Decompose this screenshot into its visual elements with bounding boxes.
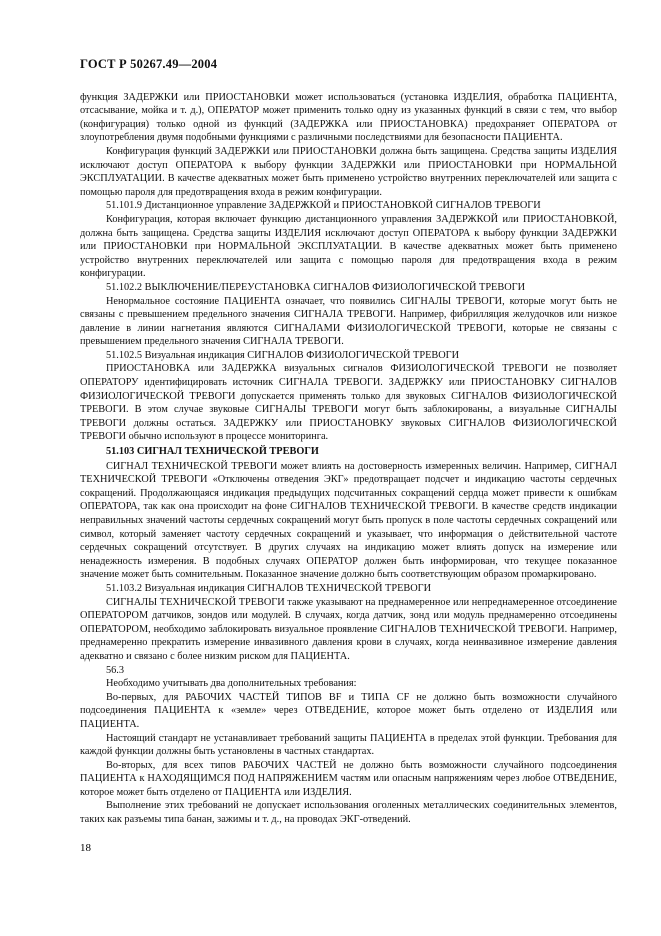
document-body	[80, 91, 617, 827]
paragraph: функция ЗАДЕРЖКИ или ПРИОСТАНОВКИ может использоваться (установка ИЗДЕЛИЯ, обработка ПАЦИЕНТА, отсасывание, мойка и т. д.), ОПЕРАТОР может применить только одну из указанных функций в связи с тем, что выбор (конфигурация) только одной из функций (ЗАДЕРЖКА или ПРИОСТАНОВКА) предохраняет ОПЕРАТОРА от злоупотребления двумя подобными функциями с различными последствиями для безопасности ПАЦИЕНТА.	[80, 91, 617, 144]
paragraph: СИГНАЛ ТЕХНИЧЕСКОЙ ТРЕВОГИ может влиять на достоверность измеренных величин. Например, СИГНАЛ ТЕХНИЧЕСКОЙ ТРЕВОГИ «Отключены отведения ЭКГ» предотвращает подсчет и индикацию частоты сердечных сокращений. Продолжающаяся индикация предыдущих подсчитанных сокращений сердца может привести к ошибкам ОПЕРАТОРА, так как она происходит на фоне СИГНАЛОВ ТЕХНИЧЕСКОЙ ТРЕВОГИ. В качестве средств индикации неправильных значений частоты сердечных сокращений могут быть пропуск в поле частоты сердечных сокращений или символ, который заменяет частоту сердечных сокращений и указывает, что информация о действительной частоте сердечных сокращений отсутствует. В других случаях на индикацию может влиять допуск на измерение или ненадежность измерения. В подобных случаях ОПЕРАТОР должен быть информирован, что текущее показанное значение может быть сомнительным. Показанное значение должно быть соответствующим образом промаркировано.	[80, 460, 617, 581]
paragraph: 56.3	[106, 664, 125, 676]
paragraph: Во-вторых, для всех типов РАБОЧИХ ЧАСТЕЙ не должно быть возможности случайного подсоединения ПАЦИЕНТА к НАХОДЯЩИМСЯ ПОД НАПРЯЖЕНИЕМ частям или опасным напряжениям через любое ОТВЕДЕНИЕ, которое может быть отделено от ПАЦИЕНТА или ИЗДЕЛИЯ.	[80, 759, 617, 798]
paragraph: ПРИОСТАНОВКА или ЗАДЕРЖКА визуальных сигналов ФИЗИОЛОГИЧЕСКОЙ ТРЕВОГИ не позволяет ОПЕРАТОРУ идентифицировать источник СИГНАЛА ТРЕВОГИ. ЗАДЕРЖКУ или ПРИОСТАНОВКУ СИГНАЛОВ ФИЗИОЛОГИЧЕСКОЙ ТРЕВОГИ допускается применять только для звуковых СИГНАЛОВ ФИЗИОЛОГИЧЕСКОЙ ТРЕВОГИ. В этом случае звуковые СИГНАЛЫ ТРЕВОГИ могут быть заблокированы, а визуальные СИГНАЛЫ ТРЕВОГИ должны остаться. ЗАДЕРЖКУ или ПРИОСТАНОВКУ звуковых СИГНАЛОВ ФИЗИОЛОГИЧЕСКОЙ ТРЕВОГИ обычно используют в процессе мониторинга.	[80, 363, 617, 443]
section-heading: 51.103 СИГНАЛ ТЕХНИЧЕСКОЙ ТРЕВОГИ	[106, 446, 319, 458]
paragraph: Конфигурация функций ЗАДЕРЖКИ или ПРИОСТАНОВКИ должна быть защищена. Средства защиты ИЗДЕЛИЯ исключают доступ ОПЕРАТОРА к выбору функции ЗАДЕРЖКИ или ПРИОСТАНОВКИ при НОРМАЛЬНОЙ ЭКСПЛУАТАЦИИ. В качестве адекватных может быть применено устройство внутренних переключателей или защита с помощью пароля для предотвращения входа в режим конфигурации.	[80, 145, 617, 198]
paragraph: Ненормальное состояние ПАЦИЕНТА означает, что появились СИГНАЛЫ ТРЕВОГИ, которые могут быть не связаны с превышением предельного значения СИГНАЛА ТРЕВОГИ. Например, фибрилляция желудочков или низкое давление в линии нагнетания являются СИГНАЛАМИ ФИЗИОЛОГИЧЕСКОЙ ТРЕВОГИ, которые не связаны с превышением предельного значения СИГНАЛА ТРЕВОГИ.	[80, 295, 617, 348]
document-header: ГОСТ Р 50267.49—2004	[80, 57, 218, 71]
paragraph: 51.102.5 Визуальная индикация СИГНАЛОВ ФИЗИОЛОГИЧЕСКОЙ ТРЕВОГИ	[106, 349, 460, 361]
paragraph: СИГНАЛЫ ТЕХНИЧЕСКОЙ ТРЕВОГИ также указывают на преднамеренное или непреднамеренное отсоединение ОПЕРАТОРОМ датчиков, зондов или модулей. В случаях, когда датчик, зонд или модуль преднамеренно отсоединены ОПЕРАТОРОМ, необходимо заблокировать визуальное проявление СИГНАЛОВ ТЕХНИЧЕСКОЙ ТРЕВОГИ. Например, преднамеренно прекратить измерение инвазивного давления крови в случаях, когда неинвазивное измерение давления адекватно и связано с более низким риском для ПАЦИЕНТА.	[80, 596, 617, 662]
paragraph: Конфигурация, которая включает функцию дистанционного управления ЗАДЕРЖКОЙ или ПРИОСТАНОВКОЙ, должна быть защищена. Средства защиты ИЗДЕЛИЯ исключают доступ ОПЕРАТОРА к выбору функции ЗАДЕРЖКИ или ПРИОСТАНОВКИ при НОРМАЛЬНОЙ ЭКСПЛУАТАЦИИ. В качестве адекватных может быть применено устройство внутренних переключателей или защита с помощью пароля для предотвращения входа в режим конфигурации.	[80, 213, 617, 280]
paragraph: Выполнение этих требований не допускает использования оголенных металлических соединительных элементов, таких как разъемы типа банан, зажимы и т. д., на проводах ЭКГ-отведений.	[80, 800, 617, 826]
paragraph: Настоящий стандарт не устанавливает требований защиты ПАЦИЕНТА в пределах этой функции. Требования для каждой функции должны быть установлены в частных стандартах.	[80, 732, 617, 758]
paragraph: Необходимо учитывать два дополнительных требования:	[106, 678, 357, 690]
paragraph: Во-первых, для РАБОЧИХ ЧАСТЕЙ ТИПОВ BF и ТИПА CF не должно быть возможности случайного подсоединения ПАЦИЕНТА к «земле» через ОТВЕДЕНИЕ, которое может быть отделено от ИЗДЕЛИЯ или ПАЦИЕНТА.	[80, 691, 617, 730]
paragraph: 51.101.9 Дистанционное управление ЗАДЕРЖКОЙ и ПРИОСТАНОВКОЙ СИГНАЛОВ ТРЕВОГИ	[106, 200, 541, 212]
paragraph: 51.103.2 Визуальная индикация СИГНАЛОВ ТЕХНИЧЕСКОЙ ТРЕВОГИ	[106, 582, 432, 594]
paragraph: 51.102.2 ВЫКЛЮЧЕНИЕ/ПЕРЕУСТАНОВКА СИГНАЛОВ ФИЗИОЛОГИЧЕСКОЙ ТРЕВОГИ	[106, 281, 526, 293]
page-number: 18	[80, 842, 91, 854]
